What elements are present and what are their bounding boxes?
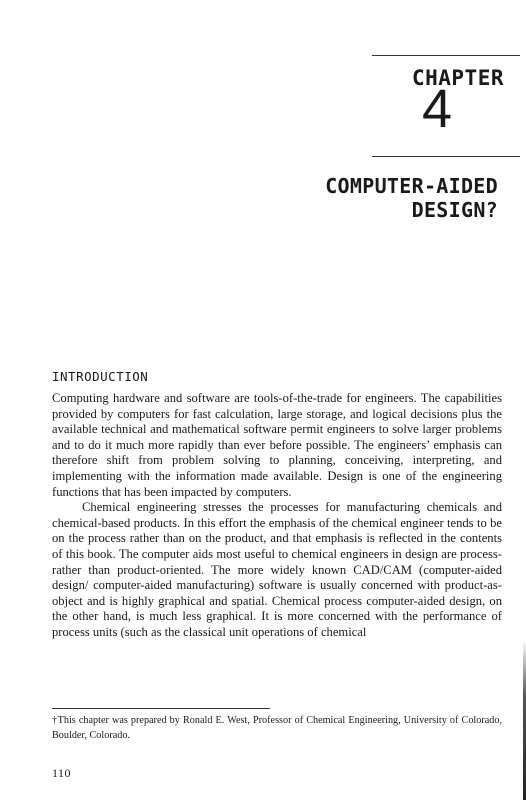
chapter-title-line-2: DESIGN? <box>411 198 498 222</box>
footnote: †This chapter was prepared by Ronald E. West, Professor of Chemical Engineering, University of Colorado, Boulder, Colorado. <box>52 715 502 741</box>
chapter-title <box>238 174 498 222</box>
chapter-bottom-rule <box>372 156 520 157</box>
page-number: 110 <box>52 766 72 780</box>
body-text <box>52 391 502 641</box>
chapter-title-line-1: COMPUTER-AIDED <box>325 174 498 198</box>
paragraph: Chemical engineering stresses the processes for manufacturing chemicals and chemical-based products. In this effort the emphasis of the chemical engineer tends to be on the process rather than on the product, and that emphasis is reflected in the contents of this book. The computer aids most useful to chemical engineers in design are process- rather than product-oriented. The more widely known CAD/CAM (computer-aided design/ computer-aided manufacturing) software is usually concerned with product-as-object and is highly graphical and spatial. Chemical process computer-aided design, on the other hand, is much less graphical. It is more concerned with the performance of process units (such as the classical unit operations of chemical <box>52 500 502 639</box>
footnote-rule <box>52 708 270 709</box>
chapter-top-rule <box>372 55 520 56</box>
paragraph: Computing hardware and software are tools-of-the-trade for engineers. The capabilities provided by computers for fast calculation, large storage, and logical decisions plus the available technical and mathematical software permit engineers to solve larger problems and to do it much more rapidly than ever before possible. The engineers’ emphasis can therefore shift from problem solving to planning, conceiving, interpreting, and implementing with the information made available. Design is one of the engineering functions that has been impacted by computers. <box>52 391 502 499</box>
chapter-label: CHAPTER <box>411 66 504 90</box>
section-heading: INTRODUCTION <box>52 369 149 384</box>
chapter-number: 4 <box>422 79 453 139</box>
